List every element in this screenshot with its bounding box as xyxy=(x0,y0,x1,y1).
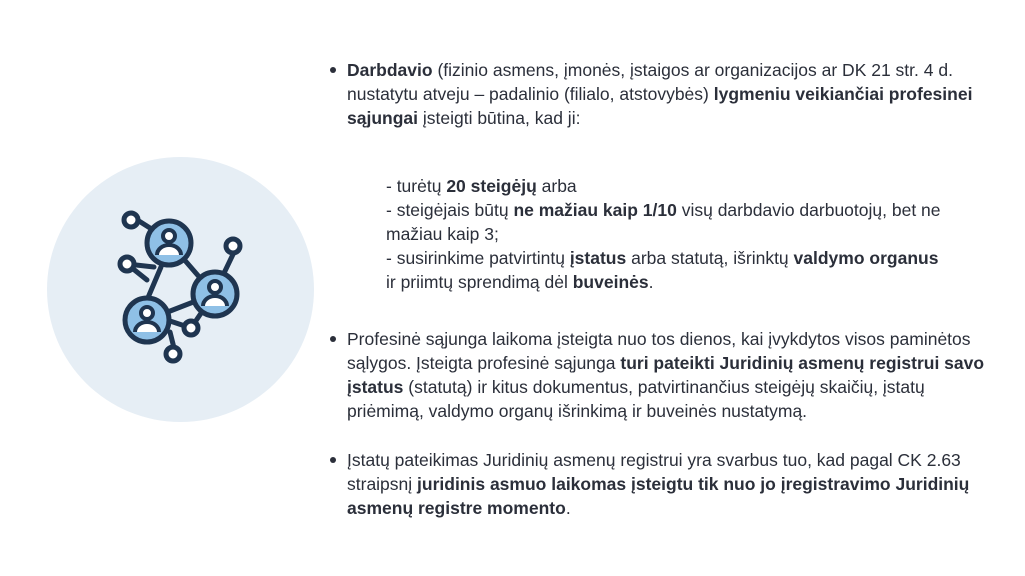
sub-item-employee-share xyxy=(386,198,946,246)
text-bold: lygmeniu veikiančiai profesinei sąjungai xyxy=(347,84,973,128)
text: ir priimtų sprendimą dėl xyxy=(386,272,573,292)
text-bold: buveinės xyxy=(572,272,649,292)
sub-item-meeting xyxy=(386,246,946,294)
bullet-registration-obligation xyxy=(330,327,1000,423)
text: (fizinio asmens, įmonės, įstaigos ar organizacijos ar DK 21 str. 4 d. nustatytu atveju – padalinio (filialo, atstovybės) xyxy=(347,60,953,104)
text: arba statutą, išrinktų xyxy=(626,248,794,268)
sub-list xyxy=(386,174,946,294)
people-network-icon xyxy=(47,157,314,422)
text-bold: valdymo organus xyxy=(793,248,939,268)
text: įsteigti būtina, kad ji: xyxy=(418,108,581,128)
text-bold: 20 steigėjų xyxy=(446,176,537,196)
text-bold: turi pateikti Juridinių asmenų registrui savo įstatus xyxy=(347,353,985,397)
icon-background-circle xyxy=(47,157,314,422)
text-bold: juridinis asmuo laikomas įsteigtu tik nuo jo įregistravimo Juridinių asmenų registre momento xyxy=(347,474,970,518)
text: arba xyxy=(536,176,577,196)
text-bold: ne mažiau kaip 1/10 xyxy=(513,200,677,220)
text: - susirinkime patvirtintų xyxy=(386,248,570,268)
text: Profesinė sąjunga laikoma įsteigta nuo tos dienos, kai įvykdytos visos paminėtos sąlygos. Įsteigta profesinė sąjunga xyxy=(347,329,971,373)
text: (statutą) ir kitus dokumentus, patvirtinančius steigėjų skaičių, įstatų priėmimą, valdymo organų išrinkimą ir buveinės nustatymą. xyxy=(347,377,925,421)
bullet-founding-requirements xyxy=(330,58,1000,130)
text: Įstatų pateikimas Juridinių asmenų registrui yra svarbus tuo, kad pagal CK 2.63 straipsnį xyxy=(347,450,961,494)
text: visų darbdavio darbuotojų, bet ne mažiau kaip 3; xyxy=(386,200,941,244)
bullet-legal-entity-moment xyxy=(330,448,1000,520)
sub-item-founders xyxy=(386,174,946,198)
text: - turėtų xyxy=(386,176,447,196)
text: . xyxy=(565,498,571,518)
text-bold: Darbdavio xyxy=(347,60,433,80)
text: . xyxy=(648,272,654,292)
text-bold: įstatus xyxy=(569,248,627,268)
text: - steigėjais būtų xyxy=(386,200,514,220)
